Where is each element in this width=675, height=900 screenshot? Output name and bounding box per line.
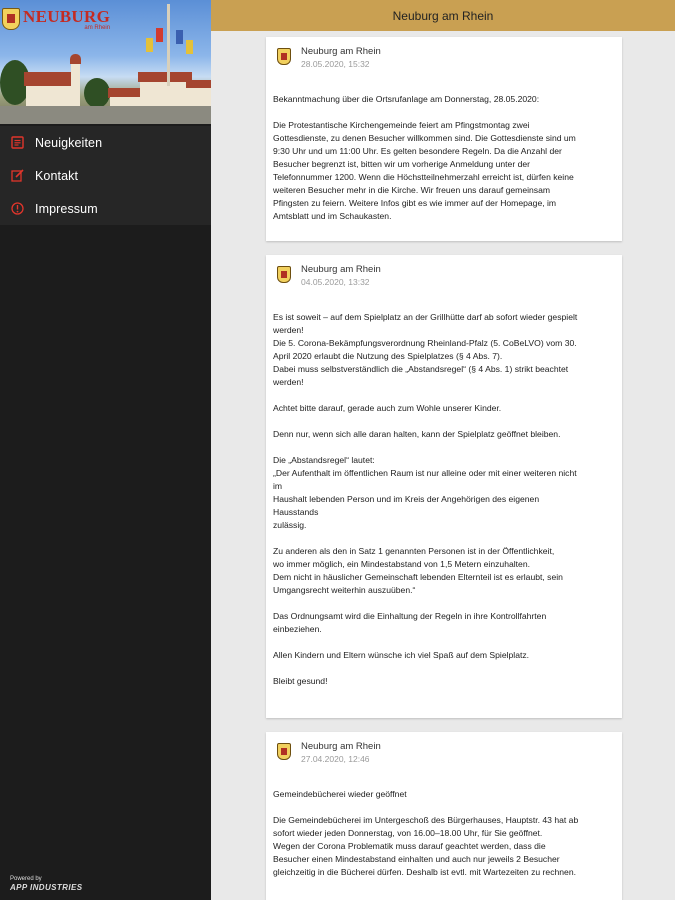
news-feed[interactable] [211, 31, 675, 900]
card-body [266, 83, 622, 235]
news-card[interactable] [266, 37, 622, 241]
card-author: Neuburg am Rhein [301, 46, 381, 57]
card-paragraph: Bleibt gesund! [273, 676, 328, 686]
sidebar-menu [0, 126, 211, 225]
sidebar-item-impressum[interactable] [0, 192, 211, 225]
card-paragraph: Zu anderen als den in Satz 1 genannten Personen ist in der Öffentlichkeit, wo immer möglich, ein Mindestabstand von 1,5 Metern einzuhalten. Dem nicht in häuslicher Gemeinschaft lebenden Elternteil ist es erlaubt, sein Umgangsrecht weiterhin auszuüben.“ [273, 546, 563, 595]
card-author: Neuburg am Rhein [301, 741, 381, 752]
powered-by-brand: APP INDUSTRIES [10, 883, 83, 892]
coat-of-arms-icon [277, 266, 291, 283]
card-header [266, 732, 622, 778]
card-paragraph: Allen Kindern und Eltern wünsche ich viel Spaß auf dem Spielplatz. [273, 650, 530, 660]
card-author: Neuburg am Rhein [301, 264, 381, 275]
sidebar [0, 0, 211, 900]
logo-text: NEUBURG [23, 7, 111, 26]
card-date: 28.05.2020, 15:32 [301, 59, 370, 69]
card-paragraph: Bekanntmachung über die Ortsrufanlage am Donnerstag, 28.05.2020: [273, 94, 540, 104]
news-icon [10, 136, 24, 150]
news-card[interactable] [266, 732, 622, 900]
card-paragraph: Denn nur, wenn sich alle daran halten, kann der Spielplatz geöffnet bleiben. [273, 429, 561, 439]
card-paragraph: Achtet bitte darauf, gerade auch zum Wohle unserer Kinder. [273, 403, 502, 413]
town-header-image [0, 0, 211, 124]
sidebar-item-label: Kontakt [35, 168, 79, 183]
news-card[interactable] [266, 255, 622, 718]
app-header [211, 0, 675, 31]
card-body [266, 301, 622, 700]
sidebar-item-label: Impressum [35, 201, 98, 216]
card-paragraph: Es ist soweit – auf dem Spielplatz an der Grillhütte darf ab sofort wieder gespielt werden! Die 5. Corona-Bekämpfungsverordnung Rheinland-Pfalz (5. CoBeLVO) vom 30. April 2020 erlaubt die Nutzung des Spielplatzes (§ 4 Abs. 7). Dabei muss selbstverständlich die „Abstandsregel“ (§ 4 Abs. 1) strikt beachtet werden! [273, 312, 578, 387]
town-logo [2, 8, 110, 32]
page-title: Neuburg am Rhein [392, 8, 494, 23]
card-paragraph: Die „Abstandsregel“ lautet: „Der Aufenthalt im öffentlichen Raum ist nur alleine oder mit einer weiteren nicht im Haushalt lebenden Person und im Kreis der Angehörigen des eigenen Hausstands zulässig. [273, 455, 577, 530]
powered-by-label: Powered by [10, 876, 42, 882]
card-paragraph: Gemeindebücherei wieder geöffnet [273, 789, 407, 799]
sidebar-item-label: Neuigkeiten [35, 135, 103, 150]
card-paragraph: Die Gemeindebücherei im Untergeschoß des Bürgerhauses, Hauptstr. 43 hat ab sofort wieder jeden Donnerstag, von 16.00–18.00 Uhr, für Sie geöffnet. Wegen der Corona Problematik muss darauf geachtet werden, dass die Besucher einen Mindestabstand einhalten und auch nur jeweils 2 Besucher gleichzeitig in die Bücherei dürfen. Deshalb ist evtl. mit Wartezeiten zu rechnen. [273, 815, 579, 877]
card-date: 27.04.2020, 12:46 [301, 754, 370, 764]
sidebar-item-kontakt[interactable] [0, 159, 211, 192]
card-paragraph: Die Protestantische Kirchengemeinde feiert am Pfingstmontag zwei Gottesdienste, zu denen Besucher willkommen sind. Die Gottesdienste sind um 9:30 Uhr und um 11:00 Uhr. Es gelten besondere Regeln. Da die Anzahl der Besucher begrenzt ist, bitten wir um vorherige Anmeldung unter der Telefonnummer 1200. Wenn die Höchstteilnehmerzahl erreicht ist, dürfen keine weiteren Besucher mehr in die Kirche. Wir freuen uns darauf gemeinsam Pfingsten zu feiern. Weitere Infos gibt es wie immer auf der Homepage, im Amtsblatt und im Schaukasten. [273, 120, 576, 221]
edit-icon [10, 169, 24, 183]
coat-of-arms-icon [277, 48, 291, 65]
info-icon [10, 202, 24, 216]
card-header [266, 37, 622, 83]
card-body [266, 778, 622, 891]
sidebar-item-neuigkeiten[interactable] [0, 126, 211, 159]
powered-by [10, 875, 82, 892]
coat-of-arms-icon [2, 8, 20, 30]
logo-subtitle: am Rhein [84, 25, 111, 31]
card-paragraph: Das Ordnungsamt wird die Einhaltung der Regeln in ihre Kontrollfahrten einbeziehen. [273, 611, 547, 634]
card-date: 04.05.2020, 13:32 [301, 277, 370, 287]
card-header [266, 255, 622, 301]
coat-of-arms-icon [277, 743, 291, 760]
